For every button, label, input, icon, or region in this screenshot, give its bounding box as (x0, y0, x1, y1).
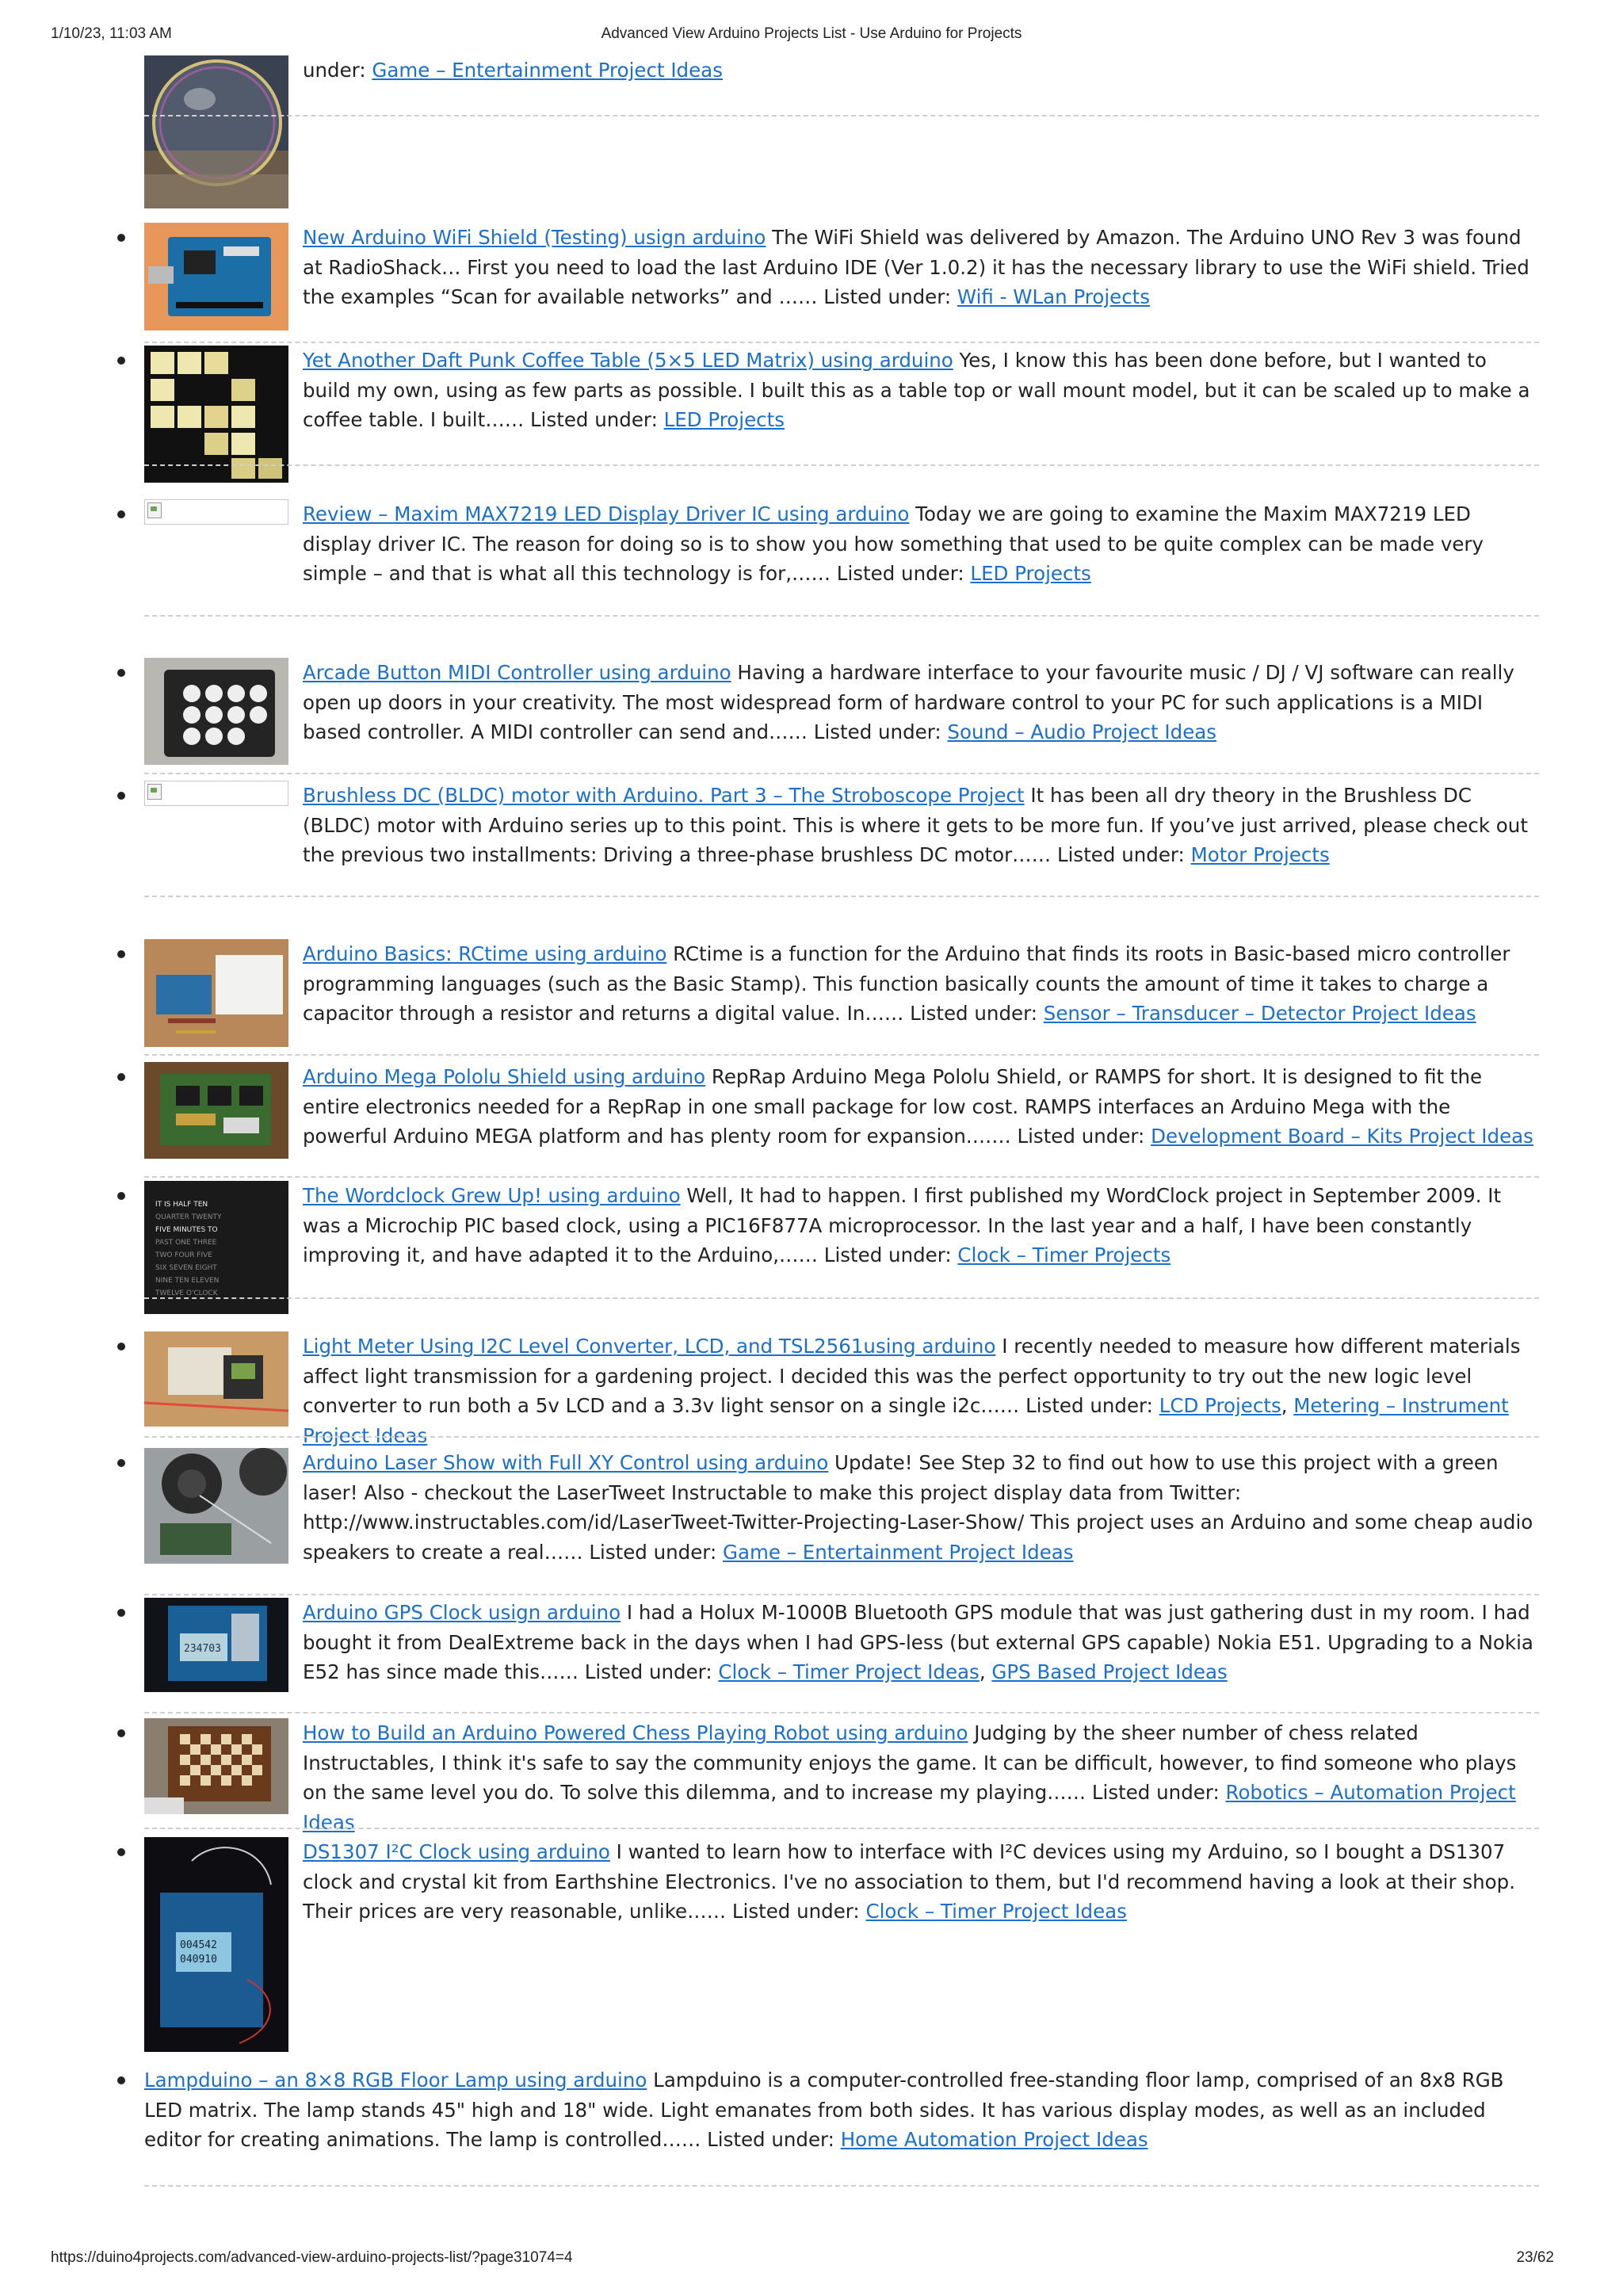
wordclock-row: TWO FOUR FIVE (155, 1251, 212, 1259)
category-link[interactable]: LCD Projects (1159, 1394, 1281, 1417)
wordclock-row: TWELVE O'CLOCK (155, 1289, 218, 1297)
thumbnail-chess-robot[interactable] (144, 1718, 288, 1814)
divider (144, 615, 1539, 617)
divider (144, 115, 1539, 117)
bullet (117, 669, 125, 677)
print-page-number: 23/62 (1516, 2249, 1554, 2266)
project-description: The WiFi Shield was delivered by Amazon. The Arduino UNO Rev 3 was found at RadioShack… First you need to load the last Arduino IDE (Ver 1.0.2) it has the necessary library to use the WiFi shield. Tried the examples “Scan for available networks” and …… Listed under: (303, 226, 1529, 308)
category-link[interactable]: Robotics – Automation Project Ideas (303, 1781, 1516, 1834)
project-title-link[interactable]: Lampduino – an 8×8 RGB Floor Lamp using arduino (144, 2069, 647, 2092)
thumbnail-ramps-shield[interactable] (144, 1062, 288, 1159)
print-page-title: Advanced View Arduino Projects List - Use Arduino for Projects (601, 25, 1022, 42)
project-description: Today we are going to examine the Maxim MAX7219 LED display driver IC. The reason for doing so is to show you how something that used to be quite complex can be made very simple – and that is what all this technology is for,…… Listed under: (303, 502, 1484, 585)
bullet (117, 1073, 125, 1081)
thumbnail-light-meter[interactable] (144, 1331, 288, 1427)
broken-image-icon[interactable] (144, 781, 288, 806)
item-text (303, 1598, 1539, 1687)
project-description: RCtime is a function for the Arduino that finds its roots in Basic-based micro controller programming languages (such as the Basic Stamp). This function basically counts the amount of time it takes to charge a capacitor through a resistor and returns a digital value. In…… Listed under: (303, 942, 1510, 1025)
wordclock-row: QUARTER TWENTY (155, 1213, 222, 1221)
project-title-link[interactable]: Yet Another Daft Punk Coffee Table (5×5 LED Matrix) using arduino (303, 349, 953, 372)
thumbnail-bubble[interactable] (144, 55, 288, 208)
print-footer (0, 2249, 1623, 2273)
category-link[interactable]: Clock – Timer Project Ideas (718, 1660, 980, 1683)
item-text (303, 1837, 1539, 1927)
bullet (117, 357, 125, 365)
category-link[interactable]: Clock – Timer Project Ideas (865, 1900, 1127, 1923)
bullet (117, 1192, 125, 1200)
divider (144, 1594, 1539, 1595)
bullet (117, 1729, 125, 1737)
divider (144, 1828, 1539, 1829)
item-text (303, 1448, 1539, 1567)
bullet (117, 950, 125, 958)
bullet (117, 1459, 125, 1467)
divider (144, 1712, 1539, 1713)
project-description: Having a hardware interface to your favourite music / DJ / VJ software can really open up doors in your creativity. The most widespread form of hardware control to your PC for such applications is a MIDI based controller. A MIDI controller can send and…… Listed under: (303, 661, 1514, 743)
project-description: Lampduino is a computer-controlled free-standing floor lamp, comprised of an 8x8 RGB LED matrix. The lamp stands 45" high and 18" wide. Light emanates from both sides. It has various display modes, as well as an included editor for creating animations. The lamp is controlled…… Listed under: (144, 2069, 1504, 2151)
item-text (303, 223, 1539, 312)
wordclock-row: IT IS HALF TEN (155, 1201, 208, 1209)
project-title-link[interactable]: Arduino Basics: RCtime using arduino (303, 942, 667, 965)
divider (144, 773, 1539, 774)
divider (144, 1054, 1539, 1056)
wordclock-row: SIX SEVEN EIGHT (155, 1264, 217, 1272)
project-description: Yes, I know this has been done before, but I wanted to build my own, using as few parts as possible. I built this as a table top or wall mount model, but it can be scaled up to make a coffee table. I built…… Listed under: (303, 349, 1530, 431)
category-link[interactable]: Sensor – Transducer – Detector Project Ideas (1043, 1002, 1476, 1025)
category-link[interactable]: Metering – Instrument Project Ideas (303, 1394, 1509, 1447)
category-link[interactable]: Game – Entertainment Project Ideas (722, 1540, 1074, 1564)
ds1307-lcd-line: 040910 (180, 1954, 217, 1966)
category-link[interactable]: Clock – Timer Projects (957, 1244, 1171, 1266)
category-link[interactable]: GPS Based Project Ideas (991, 1660, 1228, 1683)
project-title-link[interactable]: The Wordclock Grew Up! using arduino (303, 1184, 681, 1207)
category-link[interactable]: LED Projects (663, 408, 785, 431)
bullet (117, 510, 125, 518)
divider (144, 1297, 1539, 1299)
bullet (117, 234, 125, 242)
divider (144, 1436, 1539, 1438)
thumbnail-gps-clock[interactable] (144, 1598, 288, 1692)
item-text (144, 2065, 1539, 2155)
bullet (117, 1848, 125, 1856)
thumbnail-wordclock[interactable] (144, 1181, 288, 1314)
item-text (303, 658, 1539, 747)
project-title-link[interactable]: Arduino Laser Show with Full XY Control using arduino (303, 1451, 829, 1474)
ds1307-lcd-line: 004542 (180, 1939, 217, 1951)
category-link[interactable]: Game – Entertainment Project Ideas (372, 59, 723, 82)
wordclock-row: FIVE MINUTES TO (155, 1226, 218, 1234)
category-link[interactable]: Motor Projects (1190, 843, 1330, 866)
print-url: https://duino4projects.com/advanced-view-arduino-projects-list/?page31074=4 (51, 2249, 573, 2266)
thumbnail-rctime-breadboard[interactable] (144, 939, 288, 1047)
thumbnail-arcade-midi[interactable] (144, 658, 288, 765)
item-text (303, 1718, 1539, 1837)
wordclock-row: NINE TEN ELEVEN (155, 1277, 220, 1285)
project-title-link[interactable]: DS1307 I²C Clock using arduino (303, 1840, 610, 1863)
category-link[interactable]: Development Board – Kits Project Ideas (1151, 1125, 1533, 1148)
thumbnail-led-matrix-table[interactable] (144, 346, 288, 483)
thumbnail-wifi-shield[interactable] (144, 223, 288, 330)
project-title-link[interactable]: How to Build an Arduino Powered Chess Playing Robot using arduino (303, 1721, 968, 1744)
divider (144, 896, 1539, 897)
project-description: It has been all dry theory in the Brushless DC (BLDC) motor with Arduino series up to this point. This is where it gets to be more fun. If you’ve just arrived, please check out the previous two installments: Driving a three-phase brushless DC motor…… Listed under: (303, 784, 1528, 866)
category-link[interactable]: Wifi - WLan Projects (957, 285, 1151, 308)
item-text (303, 781, 1539, 870)
project-description: I had a Holux M-1000B Bluetooth GPS module that was just gathering dust in my room. I had bought it from DealExtreme back in the days when I had GPS-less (but external GPS capable) Nokia E51. Upgrading to a Nokia E52 has since made this…… Listed under: (303, 1601, 1533, 1683)
print-datetime: 1/10/23, 11:03 AM (51, 25, 172, 42)
project-description: I wanted to learn how to interface with I²C devices using my Arduino, so I bought a DS1307 clock and crystal kit from Earthshine Electronics. I've no association to them, but I'd recommend having a look at their shop. Their prices are very reasonable, unlike…… Listed under: (303, 1840, 1515, 1923)
category-separator: , (979, 1660, 992, 1683)
project-description: RepRap Arduino Mega Pololu Shield, or RAMPS for short. It is designed to fit the entire electronics needed for a RepRap in one small package for low cost. RAMPS interfaces an Arduino Mega with the powerful Arduino MEGA platform and has plenty room for expansion.…… Listed under: (303, 1065, 1483, 1148)
category-link[interactable]: Home Automation Project Ideas (840, 2128, 1148, 2151)
divider (144, 342, 1539, 343)
project-title-link[interactable]: Arduino GPS Clock usign arduino (303, 1601, 621, 1624)
wordclock-row: PAST ONE THREE (155, 1239, 217, 1247)
item-text (303, 346, 1539, 435)
project-title-link[interactable]: Brushless DC (BLDC) motor with Arduino. Part 3 – The Stroboscope Project (303, 784, 1025, 807)
bullet (117, 792, 125, 800)
broken-image-icon[interactable] (144, 499, 288, 525)
project-title-link[interactable]: New Arduino WiFi Shield (Testing) usign arduino (303, 226, 766, 249)
project-title-link[interactable]: Review – Maxim MAX7219 LED Display Driver IC using arduino (303, 502, 910, 525)
item-text (303, 499, 1539, 589)
project-title-link[interactable]: Light Meter Using I2C Level Converter, LCD, and TSL2561using arduino (303, 1335, 996, 1358)
project-title-link[interactable]: Arcade Button MIDI Controller using arduino (303, 661, 731, 684)
bullet (117, 1343, 125, 1350)
category-link[interactable]: LED Projects (970, 562, 1091, 585)
project-title-link[interactable]: Arduino Mega Pololu Shield using arduino (303, 1065, 706, 1088)
divider (144, 464, 1539, 466)
item-text (303, 1181, 1539, 1270)
bullet (117, 2076, 125, 2084)
gps-lcd-readout: 234703 (184, 1643, 221, 1655)
item-text (303, 1331, 1539, 1450)
item-text (303, 55, 1539, 86)
bullet (117, 1609, 125, 1617)
divider (144, 1176, 1539, 1178)
item-text (303, 1062, 1539, 1152)
project-description: I recently needed to measure how different materials affect light transmission for a gardening project. I decided this was the perfect opportunity to try out the new logic level converter to run both a 5v LCD and a 3.3v light sensor on a single i2c…… Listed under: (303, 1335, 1521, 1417)
list-item (111, 55, 1537, 210)
item-text (303, 939, 1539, 1029)
category-link[interactable]: Sound – Audio Project Ideas (947, 720, 1217, 743)
thumbnail-ds1307-clock[interactable] (144, 1837, 288, 2052)
thumbnail-laser-show[interactable] (144, 1448, 288, 1564)
category-separator: , (1281, 1394, 1294, 1417)
project-description: Well, It had to happen. I first published my WordClock project in September 2009. It was a Microchip PIC based clock, using a PIC16F877A microprocessor. In the last year and a half, I have been constantly improving it, and have adapted it to the Arduino,…… Listed under: (303, 1184, 1502, 1266)
listed-under-label: under: (303, 59, 372, 82)
project-description: Judging by the sheer number of chess related Instructables, I think it's safe to say the community enjoys the game. It can be difficult, however, to find someone who plays on the same level you do. To solve this dilemma, and to increase my playing…… Listed under: (303, 1721, 1517, 1804)
project-description: Update! See Step 32 to find out how to use this project with a green laser! Also - checkout the LaserTweet Instructable to make this project display data from Twitter: http://www.instructables.com/id/LaserTweet-Twitter-Projecting-Laser-Show/ This project uses an Arduino and some cheap audio speakers to create a real…… Listed under: (303, 1451, 1533, 1564)
divider (144, 2185, 1539, 2187)
